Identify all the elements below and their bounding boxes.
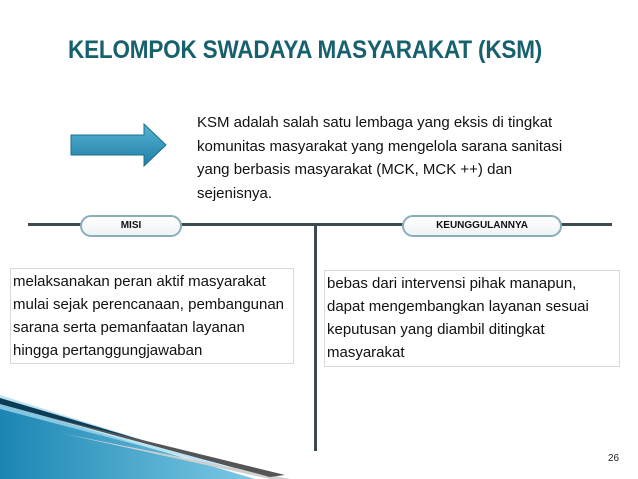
page-number: 26 [608,453,620,464]
slide-title: KELOMPOK SWADAYA MASYARAKAT (KSM) [68,36,543,64]
ksm-definition-text: KSM adalah salah satu lembaga yang eksis di tingkat komunitas masyarakat yang mengelola sarana sanitasi yang berbasis masyarakat (MCK, MCK ++) dan sejenisnya. [197,114,563,202]
misi-text: melaksanakan peran aktif masyarakat mulai sejak perencanaan, pembangunan sarana serta pemanfaatan layanan hingga pertanggungjawaban [10,268,294,364]
right-arrow-icon [70,123,168,167]
keunggulan-label: KEUNGGULANNYA [402,215,562,237]
misi-label: MISI [80,215,182,237]
keunggulan-text: bebas dari intervensi pihak manapun, dapat mengembangkan layanan sesuai keputusan yang diambil ditingkat masyarakat [324,270,620,367]
decorative-corner-stripes [0,395,340,479]
